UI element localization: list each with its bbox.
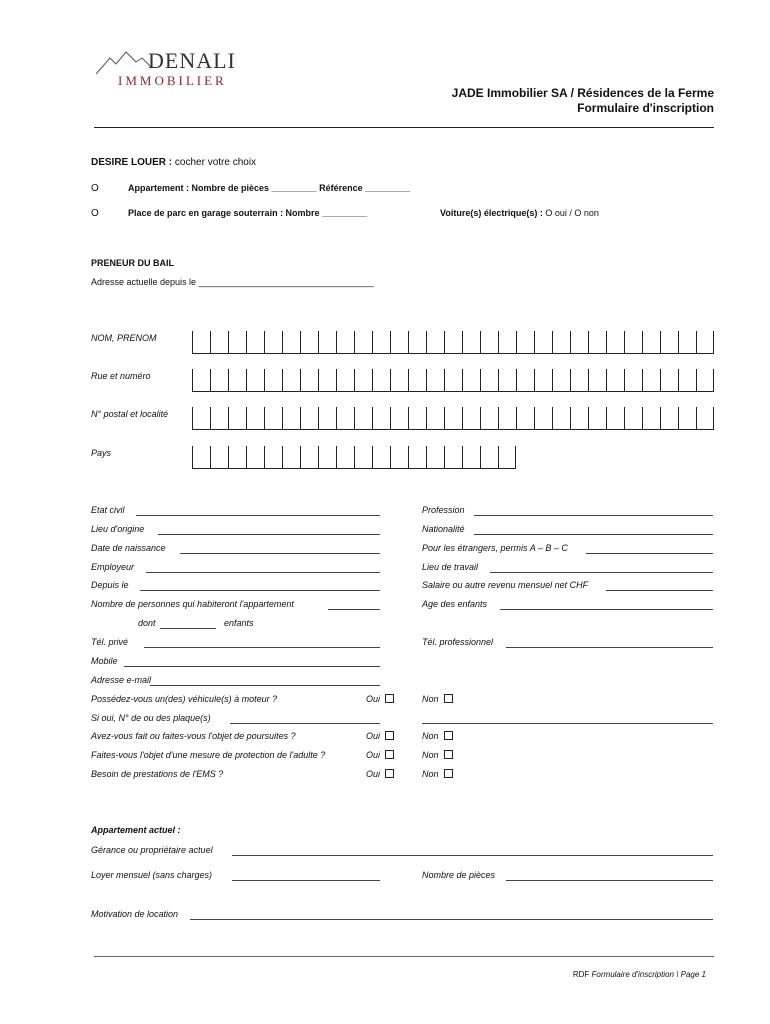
letter-box[interactable] — [480, 446, 498, 468]
letter-box[interactable] — [480, 331, 498, 353]
label-protection: Faites-vous l'objet d'une mesure de protection de l'adulte ? — [91, 750, 326, 760]
letter-box[interactable] — [336, 407, 354, 429]
letter-box[interactable] — [264, 331, 282, 353]
footer-prefix: RDF — [572, 970, 590, 979]
letter-box[interactable] — [372, 331, 390, 353]
letter-box[interactable] — [354, 446, 372, 468]
input-email[interactable] — [150, 685, 380, 686]
label-vehicule: Possédez-vous un(des) véhicule(s) à moteur ? — [91, 694, 278, 704]
letter-box[interactable] — [354, 331, 372, 353]
letter-box[interactable] — [408, 369, 426, 391]
letter-box[interactable] — [660, 407, 678, 429]
postal-localite-boxes[interactable] — [192, 407, 714, 430]
label-email: Adresse e-mail — [91, 675, 152, 685]
letter-box[interactable] — [192, 407, 210, 429]
letter-box[interactable] — [318, 446, 336, 468]
oui-label: Oui — [366, 769, 381, 779]
letter-box[interactable] — [606, 369, 624, 391]
letter-box[interactable] — [534, 369, 552, 391]
letter-box[interactable] — [552, 369, 570, 391]
label-nationalite: Nationalité — [422, 524, 465, 534]
input-plaques-extra[interactable] — [422, 723, 713, 724]
input-etat-civil[interactable] — [136, 515, 380, 516]
letter-box[interactable] — [318, 369, 336, 391]
poursuites-oui[interactable] — [366, 731, 394, 741]
letter-box[interactable] — [246, 369, 264, 391]
checkbox-icon[interactable] — [385, 694, 394, 703]
letter-box[interactable] — [588, 407, 606, 429]
input-employeur[interactable] — [146, 572, 380, 573]
label-poursuites: Avez-vous fait ou faites-vous l'objet de poursuites ? — [91, 731, 296, 741]
letter-box[interactable] — [498, 331, 516, 353]
letter-box[interactable] — [372, 407, 390, 429]
letter-box[interactable] — [444, 446, 462, 468]
input-age-enfants[interactable] — [500, 609, 713, 610]
label-motivation: Motivation de location — [91, 909, 179, 919]
letter-box[interactable] — [390, 407, 408, 429]
input-depuis[interactable] — [140, 590, 380, 591]
letter-box[interactable] — [606, 331, 624, 353]
desire-section — [91, 157, 256, 168]
checkbox-icon[interactable] — [444, 731, 453, 740]
letter-box[interactable] — [606, 407, 624, 429]
letter-box[interactable] — [462, 446, 480, 468]
letter-box[interactable] — [246, 446, 264, 468]
letter-box[interactable] — [336, 369, 354, 391]
input-mobile[interactable] — [124, 666, 380, 667]
desire-hint: cocher votre choix — [174, 157, 257, 168]
oui-label: Oui — [366, 731, 381, 741]
letter-box[interactable] — [426, 446, 444, 468]
letter-box[interactable] — [228, 446, 246, 468]
label-lieu-travail: Lieu de travail — [422, 562, 479, 572]
voiture-group — [440, 208, 599, 218]
letter-box[interactable] — [588, 331, 606, 353]
letter-box[interactable] — [264, 446, 282, 468]
parc-label: Place de parc en garage souterrain : Nombre _________ — [128, 208, 368, 218]
ems-oui[interactable] — [366, 769, 394, 779]
letter-box[interactable] — [660, 369, 678, 391]
label-depuis: Depuis le — [91, 580, 129, 590]
input-tel-pro[interactable] — [506, 647, 713, 648]
letter-box[interactable] — [462, 369, 480, 391]
label-mobile: Mobile — [91, 656, 118, 666]
non-label: Non — [422, 731, 439, 741]
input-tel-prive[interactable] — [144, 647, 380, 648]
letter-box[interactable] — [570, 331, 588, 353]
letter-box[interactable] — [444, 331, 462, 353]
checkbox-icon[interactable] — [444, 769, 453, 778]
label-pieces: Nombre de pièces — [422, 870, 496, 880]
letter-box[interactable] — [516, 407, 534, 429]
letter-box[interactable] — [678, 407, 696, 429]
appartement-label: Appartement : Nombre de pièces _________ Référence _________ — [128, 183, 411, 193]
letter-box[interactable] — [696, 331, 714, 353]
letter-box[interactable] — [282, 369, 300, 391]
input-gerance[interactable] — [232, 855, 713, 856]
letter-box[interactable] — [696, 369, 714, 391]
letter-box[interactable] — [210, 331, 228, 353]
radio-appartement[interactable]: O — [91, 183, 99, 194]
letter-box[interactable] — [444, 369, 462, 391]
non-label: Non — [422, 750, 439, 760]
label-etat-civil: Etat civil — [91, 505, 125, 515]
letter-box[interactable] — [210, 369, 228, 391]
letter-box[interactable] — [300, 331, 318, 353]
vehicule-oui[interactable] — [366, 694, 394, 704]
input-plaques[interactable] — [230, 723, 380, 724]
checkbox-icon[interactable] — [444, 750, 453, 759]
input-permis[interactable] — [586, 553, 713, 554]
letter-box[interactable] — [264, 407, 282, 429]
checkbox-icon[interactable] — [444, 694, 453, 703]
voiture-label: Voiture(s) électrique(s) : — [440, 208, 543, 218]
field-label-nom: NOM, PRENOM — [91, 333, 157, 343]
letter-box[interactable] — [192, 369, 210, 391]
label-dont: dont — [138, 618, 156, 628]
letter-box[interactable] — [336, 331, 354, 353]
letter-box[interactable] — [354, 369, 372, 391]
letter-box[interactable] — [372, 369, 390, 391]
document-subtitle: Formulaire d'inscription — [577, 101, 714, 115]
adresse-depuis[interactable]: Adresse actuelle depuis le ___________________________________ — [91, 277, 374, 287]
letter-box[interactable] — [318, 331, 336, 353]
header-divider — [94, 127, 714, 128]
desire-heading: DESIRE LOUER : — [91, 157, 173, 168]
label-nombre-personnes: Nombre de personnes qui habiteront l'appartement — [91, 599, 294, 609]
document-title: JADE Immobilier SA / Résidences de la Ferme — [451, 86, 714, 100]
letter-box[interactable] — [480, 369, 498, 391]
oui-label: Oui — [366, 750, 381, 760]
input-nombre-personnes[interactable] — [328, 609, 380, 610]
ems-non[interactable] — [422, 769, 453, 779]
input-loyer[interactable] — [232, 880, 380, 881]
label-employeur: Employeur — [91, 562, 135, 572]
apt-actuel-heading: Appartement actuel : — [91, 825, 181, 835]
vehicule-non[interactable] — [422, 694, 453, 704]
letter-box[interactable] — [498, 369, 516, 391]
label-ems: Besoin de prestations de l'EMS ? — [91, 769, 224, 779]
logo-brand: DENALI — [148, 48, 236, 73]
letter-box[interactable] — [300, 446, 318, 468]
letter-box[interactable] — [624, 407, 642, 429]
label-loyer: Loyer mensuel (sans charges) — [91, 870, 213, 880]
letter-box[interactable] — [246, 407, 264, 429]
footer-text: Formulaire d'inscription \ Page 1 — [591, 970, 706, 979]
letter-box[interactable] — [390, 369, 408, 391]
rue-numero-boxes[interactable] — [192, 369, 714, 392]
letter-box[interactable] — [660, 331, 678, 353]
letter-box[interactable] — [210, 407, 228, 429]
letter-box[interactable] — [642, 331, 660, 353]
input-lieu-origine[interactable] — [158, 534, 380, 535]
letter-box[interactable] — [516, 331, 534, 353]
field-label-rue: Rue et numéro — [91, 371, 151, 381]
letter-box[interactable] — [696, 407, 714, 429]
input-salaire[interactable] — [606, 590, 713, 591]
letter-box[interactable] — [570, 407, 588, 429]
letter-box[interactable] — [552, 331, 570, 353]
letter-box[interactable] — [678, 369, 696, 391]
non-label: Non — [422, 694, 439, 704]
label-permis: Pour les étrangers, permis A – B – C — [422, 543, 568, 553]
label-naissance: Date de naissance — [91, 543, 166, 553]
letter-box[interactable] — [516, 369, 534, 391]
nom-prenom-boxes[interactable] — [192, 331, 714, 354]
letter-box[interactable] — [624, 369, 642, 391]
input-lieu-travail[interactable] — [490, 572, 713, 573]
non-label: Non — [422, 769, 439, 779]
letter-box[interactable] — [390, 331, 408, 353]
letter-box[interactable] — [318, 407, 336, 429]
label-gerance: Gérance ou propriétaire actuel — [91, 845, 213, 855]
label-age-enfants: Age des enfants — [422, 599, 488, 609]
preneur-heading: PRENEUR DU BAIL — [91, 258, 175, 268]
letter-box[interactable] — [642, 369, 660, 391]
radio-parc[interactable]: O — [91, 208, 99, 219]
letter-box[interactable] — [390, 446, 408, 468]
footer — [573, 970, 706, 979]
letter-box[interactable] — [426, 369, 444, 391]
checkbox-icon[interactable] — [385, 731, 394, 740]
input-motivation[interactable] — [190, 919, 713, 920]
letter-box[interactable] — [408, 407, 426, 429]
letter-box[interactable] — [210, 446, 228, 468]
label-plaques: Si oui, N° de ou des plaque(s) — [91, 713, 211, 723]
poursuites-non[interactable] — [422, 731, 453, 741]
letter-box[interactable] — [354, 407, 372, 429]
letter-box[interactable] — [192, 331, 210, 353]
field-label-postal: N° postal et localité — [91, 409, 169, 419]
letter-box[interactable] — [552, 407, 570, 429]
letter-box[interactable] — [642, 407, 660, 429]
letter-box[interactable] — [534, 407, 552, 429]
checkbox-icon[interactable] — [385, 769, 394, 778]
label-tel-prive: Tél. privé — [91, 637, 129, 647]
letter-box[interactable] — [426, 331, 444, 353]
letter-box[interactable] — [228, 331, 246, 353]
letter-box[interactable] — [300, 369, 318, 391]
input-dont[interactable] — [160, 628, 216, 629]
letter-box[interactable] — [480, 407, 498, 429]
letter-box[interactable] — [282, 407, 300, 429]
letter-box[interactable] — [498, 407, 516, 429]
logo-sub: IMMOBILIER — [118, 73, 227, 88]
pays-boxes[interactable] — [192, 446, 516, 469]
checkbox-icon[interactable] — [385, 750, 394, 759]
letter-box[interactable] — [264, 369, 282, 391]
letter-box[interactable] — [228, 369, 246, 391]
protection-non[interactable] — [422, 750, 453, 760]
letter-box[interactable] — [570, 369, 588, 391]
footer-divider — [94, 956, 714, 957]
letter-box[interactable] — [192, 446, 210, 468]
letter-box[interactable] — [624, 331, 642, 353]
letter-box[interactable] — [426, 407, 444, 429]
letter-box[interactable] — [534, 331, 552, 353]
letter-box[interactable] — [498, 446, 516, 468]
letter-box[interactable] — [588, 369, 606, 391]
letter-box[interactable] — [282, 331, 300, 353]
letter-box[interactable] — [282, 446, 300, 468]
letter-box[interactable] — [462, 407, 480, 429]
label-profession: Profession — [422, 505, 465, 515]
label-tel-pro: Tél. professionnel — [422, 637, 494, 647]
letter-box[interactable] — [336, 446, 354, 468]
letter-box[interactable] — [678, 331, 696, 353]
voiture-options[interactable]: O oui / O non — [545, 208, 599, 218]
letter-box[interactable] — [372, 446, 390, 468]
letter-box[interactable] — [300, 407, 318, 429]
letter-box[interactable] — [246, 331, 264, 353]
letter-box[interactable] — [462, 331, 480, 353]
input-pieces[interactable] — [506, 880, 713, 881]
letter-box[interactable] — [408, 331, 426, 353]
input-profession[interactable] — [474, 515, 713, 516]
protection-oui[interactable] — [366, 750, 394, 760]
letter-box[interactable] — [444, 407, 462, 429]
letter-box[interactable] — [228, 407, 246, 429]
input-naissance[interactable] — [180, 553, 380, 554]
letter-box[interactable] — [408, 446, 426, 468]
input-nationalite[interactable] — [474, 534, 713, 535]
label-enfants: enfants — [224, 618, 254, 628]
oui-label: Oui — [366, 694, 381, 704]
field-label-pays: Pays — [91, 448, 112, 458]
label-salaire: Salaire ou autre revenu mensuel net CHF — [422, 580, 589, 590]
label-lieu-origine: Lieu d'origine — [91, 524, 145, 534]
